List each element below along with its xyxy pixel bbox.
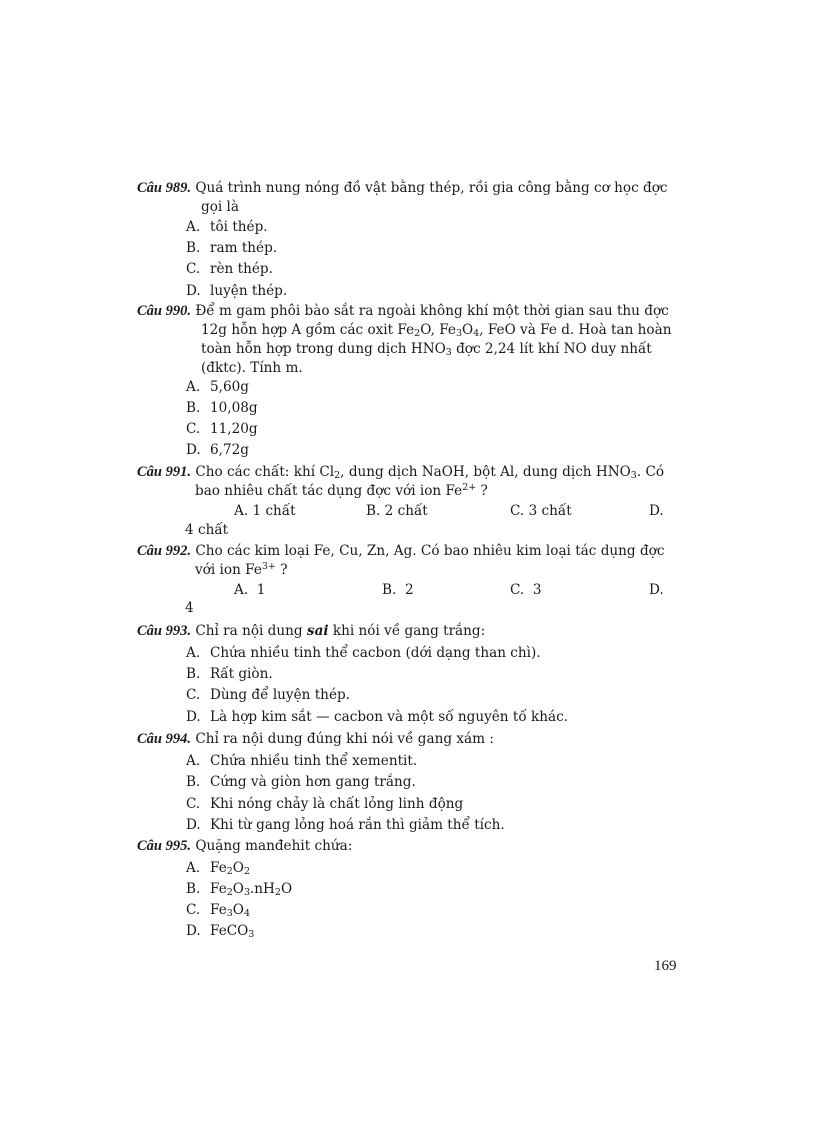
option-993-d: D. Là hợp kim sắt — cacbon và một số nguyên tố khác. <box>186 709 569 725</box>
question-stem: Chỉ ra nội dung sai khi nói về gang trắng: <box>195 623 486 639</box>
option-989-a: A. tôi thép. <box>186 219 268 235</box>
option-990-d: D. 6,72g <box>186 442 249 458</box>
option-989-d: D. luyện thép. <box>186 283 288 299</box>
option-989-b: B. ram thép. <box>186 240 278 256</box>
option-991-c: C. 3 chất <box>510 503 572 519</box>
option-992-a: A. 1 <box>234 582 266 598</box>
question-number: Câu 991. <box>137 464 191 480</box>
question-stem-cont: với ion $Fe^{3+}$ ? <box>195 561 288 578</box>
question-number: Câu 994. <box>137 731 191 747</box>
question-stem: Cho các chất: khí $Cl_2$, dung dịch NaOH, bột Al, dung dịch $HNO_3$. Có <box>195 464 665 481</box>
question-stem-cont: toàn hỗn hợp trong dung dịch $HNO_3$ đợc 2,24 lít khí NO duy nhất <box>201 341 652 358</box>
question-stem-cont: gọi là <box>201 199 240 215</box>
option-991-b: B. 2 chất <box>366 503 428 519</box>
question-number: Câu 992. <box>137 543 191 559</box>
question-number: Câu 993. <box>137 623 191 639</box>
option-993-c: C. Dùng để luyện thép. <box>186 687 351 703</box>
question-stem: Để m gam phôi bào sắt ra ngoài không khí một thời gian sau thu đợc <box>195 303 669 319</box>
question-stem: Chỉ ra nội dung đúng khi nói về gang xám : <box>195 731 494 747</box>
question-992 <box>137 542 682 580</box>
option-994-c: C. Khi nóng chảy là chất lỏng linh động <box>186 796 464 812</box>
question-stem-cont: bao nhiêu chất tác dụng đợc với ion $Fe^{2+}$ ? <box>195 482 488 499</box>
question-995 <box>137 837 682 856</box>
question-stem-cont: 12g hỗn hợp A gồm các oxit $Fe_2O$, $Fe_3O_4$, FeO và Fe d. Hoà tan hoàn <box>201 322 672 339</box>
question-993 <box>137 622 682 641</box>
question-number: Câu 995. <box>137 838 191 854</box>
question-stem-cont: (đktc). Tính m. <box>201 360 303 376</box>
question-stem: Cho các kim loại Fe, Cu, Zn, Ag. Có bao nhiêu kim loại tác dụng đợc <box>195 543 665 559</box>
question-990 <box>137 302 682 378</box>
option-990-c: C. 11,20g <box>186 421 258 437</box>
question-994 <box>137 730 682 749</box>
option-990-a: A. 5,60g <box>186 379 249 395</box>
option-991-a: A. 1 chất <box>234 503 296 519</box>
option-990-b: B. 10,08g <box>186 400 258 416</box>
option-995-a: A. $Fe_2O_2$ <box>186 860 250 877</box>
question-stem: Quá trình nung nóng đồ vật bằng thép, rồi gia công bằng cơ học đợc <box>195 180 668 196</box>
option-992-b: B. 2 <box>382 582 414 598</box>
option-994-a: A. Chứa nhiều tinh thể xementit. <box>186 753 418 769</box>
option-995-c: C. $Fe_3O_4$ <box>186 902 250 919</box>
option-991-d-text: 4 chất <box>185 522 229 538</box>
question-number: Câu 990. <box>137 303 191 319</box>
page-number: 169 <box>654 958 677 974</box>
question-number: Câu 989. <box>137 180 191 196</box>
question-stem: Quặng manđehit chứa: <box>195 838 353 854</box>
option-994-b: B. Cứng và giòn hơn gang trắng. <box>186 774 416 790</box>
option-995-b: B. $Fe_2O_3.nH_2O$ <box>186 881 293 898</box>
option-993-a: A. Chứa nhiều tinh thể cacbon (dới dạng than chì). <box>186 645 541 661</box>
option-991-d: D. <box>649 503 664 519</box>
option-994-d: D. Khi từ gang lỏng hoá rắn thì giảm thể tích. <box>186 817 505 833</box>
option-992-d-text: 4 <box>185 600 194 616</box>
option-992-d: D. <box>649 582 664 598</box>
option-992-c: C. 3 <box>510 582 542 598</box>
question-989 <box>137 179 682 217</box>
question-991 <box>137 463 682 501</box>
option-993-b: B. Rất giòn. <box>186 666 273 682</box>
option-989-c: C. rèn thép. <box>186 261 273 277</box>
option-995-d: D. FeCO$_3$ <box>186 923 255 940</box>
